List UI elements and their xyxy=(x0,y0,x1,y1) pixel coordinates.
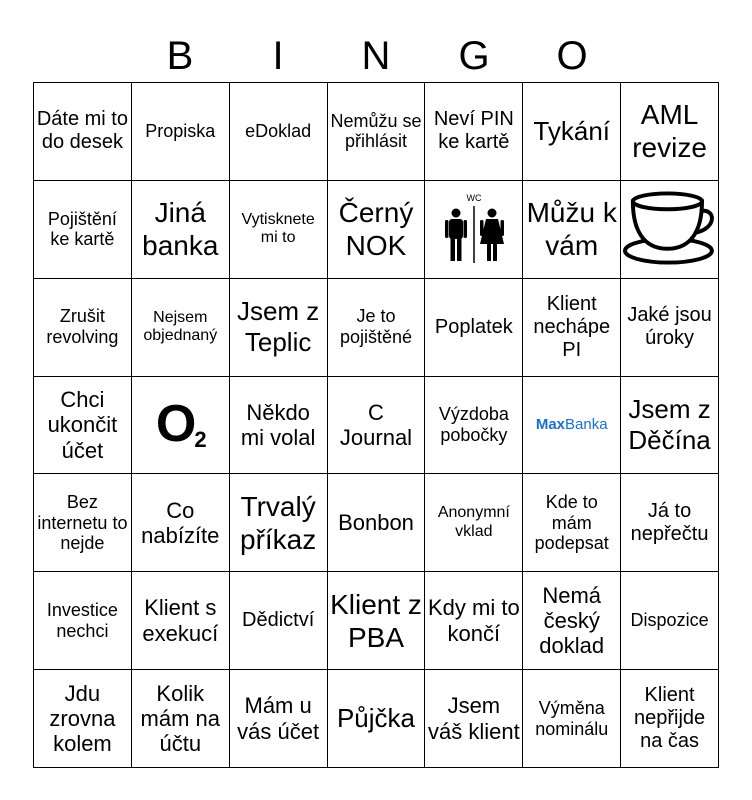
bingo-cell: Mám u vás účet xyxy=(230,670,328,768)
bingo-cell: Bez internetu to nejde xyxy=(34,474,132,572)
bingo-cell: C Journal xyxy=(328,377,426,475)
bingo-cell: Dědictví xyxy=(230,572,328,670)
bingo-cell: Výzdoba pobočky xyxy=(425,377,523,475)
bingo-cell: Jsem váš klient xyxy=(425,670,523,768)
bingo-cell: Vytisknete mi to xyxy=(230,181,328,279)
header-letter-g: G xyxy=(458,34,490,78)
bingo-cell: eDoklad xyxy=(230,83,328,181)
bingo-cell-wc xyxy=(425,181,523,279)
bingo-board xyxy=(33,82,719,768)
bingo-cell: Dáte mi to do desek xyxy=(34,83,132,181)
header-letter-n: N xyxy=(361,34,391,78)
bingo-header xyxy=(33,30,719,82)
bingo-cell: Nemůžu se přihlásit xyxy=(328,83,426,181)
bingo-cell: Anonymní vklad xyxy=(425,474,523,572)
wc-label: WC xyxy=(466,193,482,204)
bingo-cell: Klient z PBA xyxy=(328,572,426,670)
bingo-cell: Klient s exekucí xyxy=(132,572,230,670)
bingo-cell: Výměna nominálu xyxy=(523,670,621,768)
bingo-cell-coffee xyxy=(621,181,719,279)
bingo-cell: Pojištění ke kartě xyxy=(34,181,132,279)
bingo-cell: Klient nechápe PI xyxy=(523,279,621,377)
bingo-cell: Já to nepřečtu xyxy=(621,474,719,572)
bingo-cell: AML revize xyxy=(621,83,719,181)
bingo-cell: Jiná banka xyxy=(132,181,230,279)
bingo-cell: Jdu zrovna kolem xyxy=(34,670,132,768)
bingo-cell: Trvalý příkaz xyxy=(230,474,328,572)
maxbanka-logo: MaxBanka xyxy=(535,416,608,434)
bingo-cell: Nejsem objednaný xyxy=(132,279,230,377)
bingo-cell: Tykání xyxy=(523,83,621,181)
bingo-cell: Jsem z Děčína xyxy=(621,377,719,475)
bingo-cell: Je to pojištěné xyxy=(328,279,426,377)
bingo-cell: Propiska xyxy=(132,83,230,181)
bingo-cell: Někdo mi volal xyxy=(230,377,328,475)
bingo-cell: Nemá český doklad xyxy=(523,572,621,670)
header-letter-o: O xyxy=(556,34,588,78)
bingo-cell: Kolik mám na účtu xyxy=(132,670,230,768)
bingo-cell: Zrušit revolving xyxy=(34,279,132,377)
bingo-cell: Klient nepřijde na čas xyxy=(621,670,719,768)
bingo-cell: Jaké jsou úroky xyxy=(621,279,719,377)
bingo-cell: Můžu k vám xyxy=(523,181,621,279)
bingo-cell: Bonbon xyxy=(328,474,426,572)
bingo-cell: Investice nechci xyxy=(34,572,132,670)
bingo-cell: Neví PIN ke kartě xyxy=(425,83,523,181)
o2-logo: $O_2$ xyxy=(155,395,205,454)
bingo-cell: Chci ukončit účet xyxy=(34,377,132,475)
coffee-cup-icon xyxy=(623,189,716,269)
bingo-cell: Jsem z Teplic xyxy=(230,279,328,377)
bingo-cell: Poplatek xyxy=(425,279,523,377)
bingo-cell: Dispozice xyxy=(621,572,719,670)
bingo-cell: Černý NOK xyxy=(328,181,426,279)
bingo-cell: Co nabízíte xyxy=(132,474,230,572)
bingo-cell-maxbanka xyxy=(523,377,621,475)
header-letter-b: B xyxy=(166,34,194,78)
bingo-cell: Půjčka xyxy=(328,670,426,768)
header-letter-i: I xyxy=(272,34,284,78)
wc-icon xyxy=(434,189,514,269)
bingo-cell: Kdy mi to končí xyxy=(425,572,523,670)
bingo-cell-o2 xyxy=(132,377,230,475)
bingo-cell: Kde to mám podepsat xyxy=(523,474,621,572)
